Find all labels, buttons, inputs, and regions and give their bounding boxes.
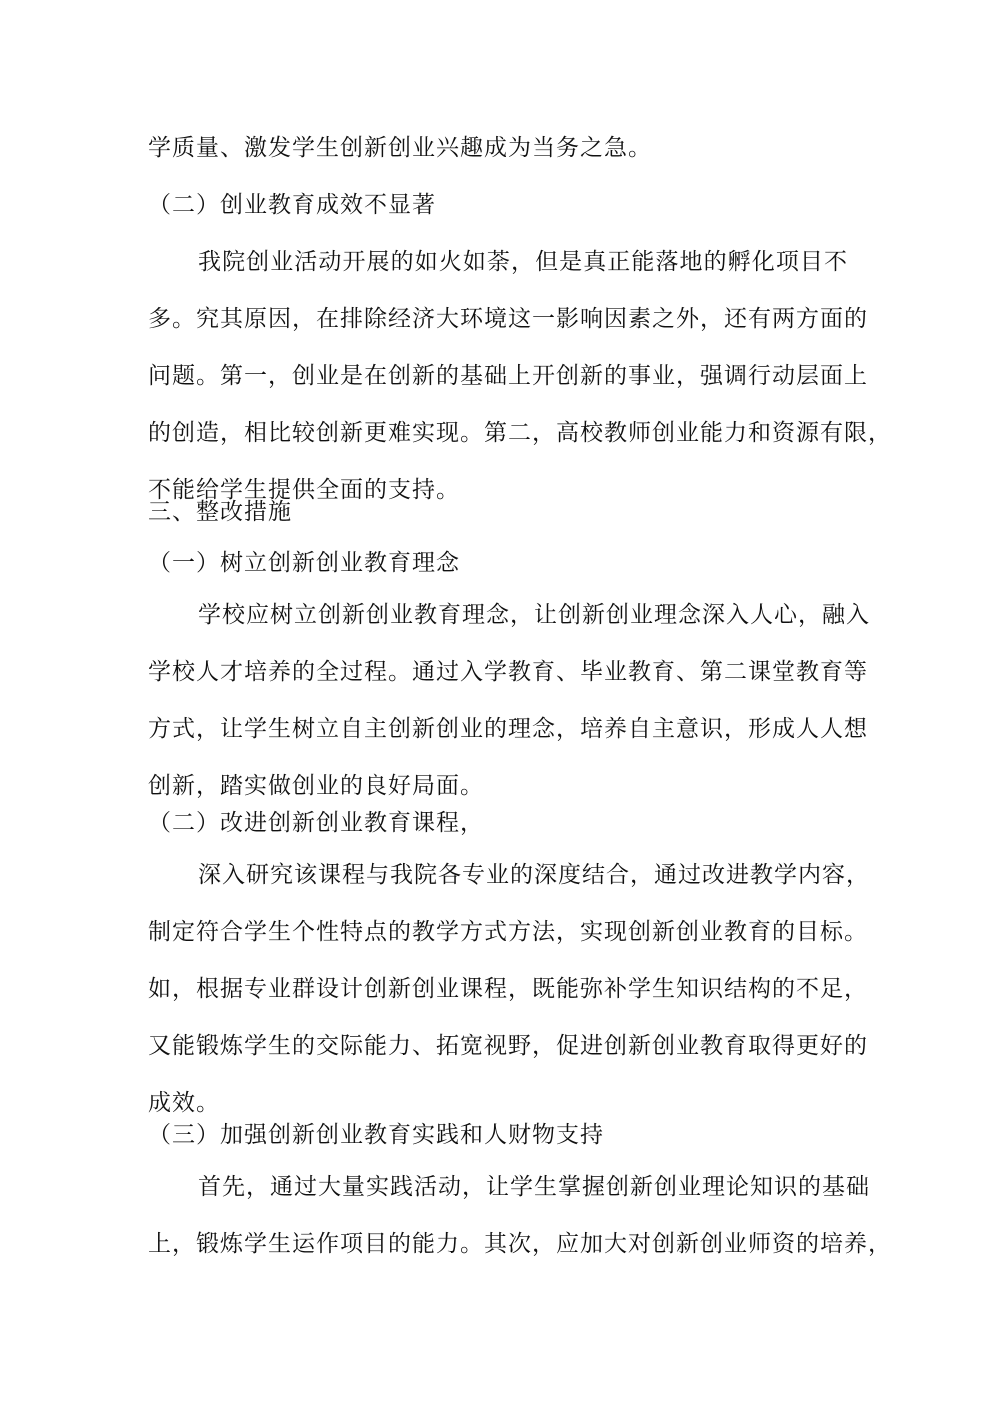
- text-line: 制定符合学生个性特点的教学方式方法，实现创新创业教育的目标。: [148, 919, 868, 945]
- paragraph: [148, 234, 892, 519]
- text-line: 的创造，相比较创新更难实现。第二，高校教师创业能力和资源有限，: [148, 420, 892, 446]
- text-line: 我院创业活动开展的如火如荼，但是真正能落地的孵化项目不: [198, 249, 848, 275]
- text-line: 上，锻炼学生运作项目的能力。其次，应加大对创新创业师资的培养，: [148, 1231, 892, 1257]
- paragraph-continuation: [148, 120, 848, 177]
- text-line: 成效。: [148, 1090, 220, 1116]
- subsection-heading: （二）改进创新创业教育课程，: [148, 810, 484, 836]
- paragraph: [148, 587, 870, 815]
- text-line: 问题。第一，创业是在创新的基础上开创新的事业，强调行动层面上: [148, 363, 868, 389]
- text-line: 多。究其原因，在排除经济大环境这一影响因素之外，还有两方面的: [148, 306, 868, 332]
- text-line: 学校应树立创新创业教育理念，让创新创业理念深入人心，融入: [198, 602, 870, 628]
- subsection-heading: （三）加强创新创业教育实践和人财物支持: [148, 1122, 604, 1148]
- text-line: 深入研究该课程与我院各专业的深度结合，通过改进教学内容，: [198, 862, 870, 888]
- text-line: 首先，通过大量实践活动，让学生掌握创新创业理论知识的基础: [198, 1174, 870, 1200]
- text-line: 又能锻炼学生的交际能力、拓宽视野，促进创新创业教育取得更好的: [148, 1033, 868, 1059]
- section-heading: 三、整改措施: [148, 499, 292, 525]
- text-line: 不能给学生提供全面的支持。: [148, 477, 460, 503]
- paragraph: [148, 1159, 892, 1273]
- section-heading: （二）创业教育成效不显著: [148, 192, 436, 218]
- text-line: 方式，让学生树立自主创新创业的理念，培养自主意识，形成人人想: [148, 716, 868, 742]
- text-line: 创新，踏实做创业的良好局面。: [148, 773, 484, 799]
- paragraph: [148, 847, 870, 1132]
- text-line: 学校人才培养的全过程。通过入学教育、毕业教育、第二课堂教育等: [148, 659, 868, 685]
- text-line: 学质量、激发学生创新创业兴趣成为当务之急。: [148, 135, 652, 161]
- text-line: 如，根据专业群设计创新创业课程，既能弥补学生知识结构的不足，: [148, 976, 868, 1002]
- subsection-heading: （一）树立创新创业教育理念: [148, 550, 460, 576]
